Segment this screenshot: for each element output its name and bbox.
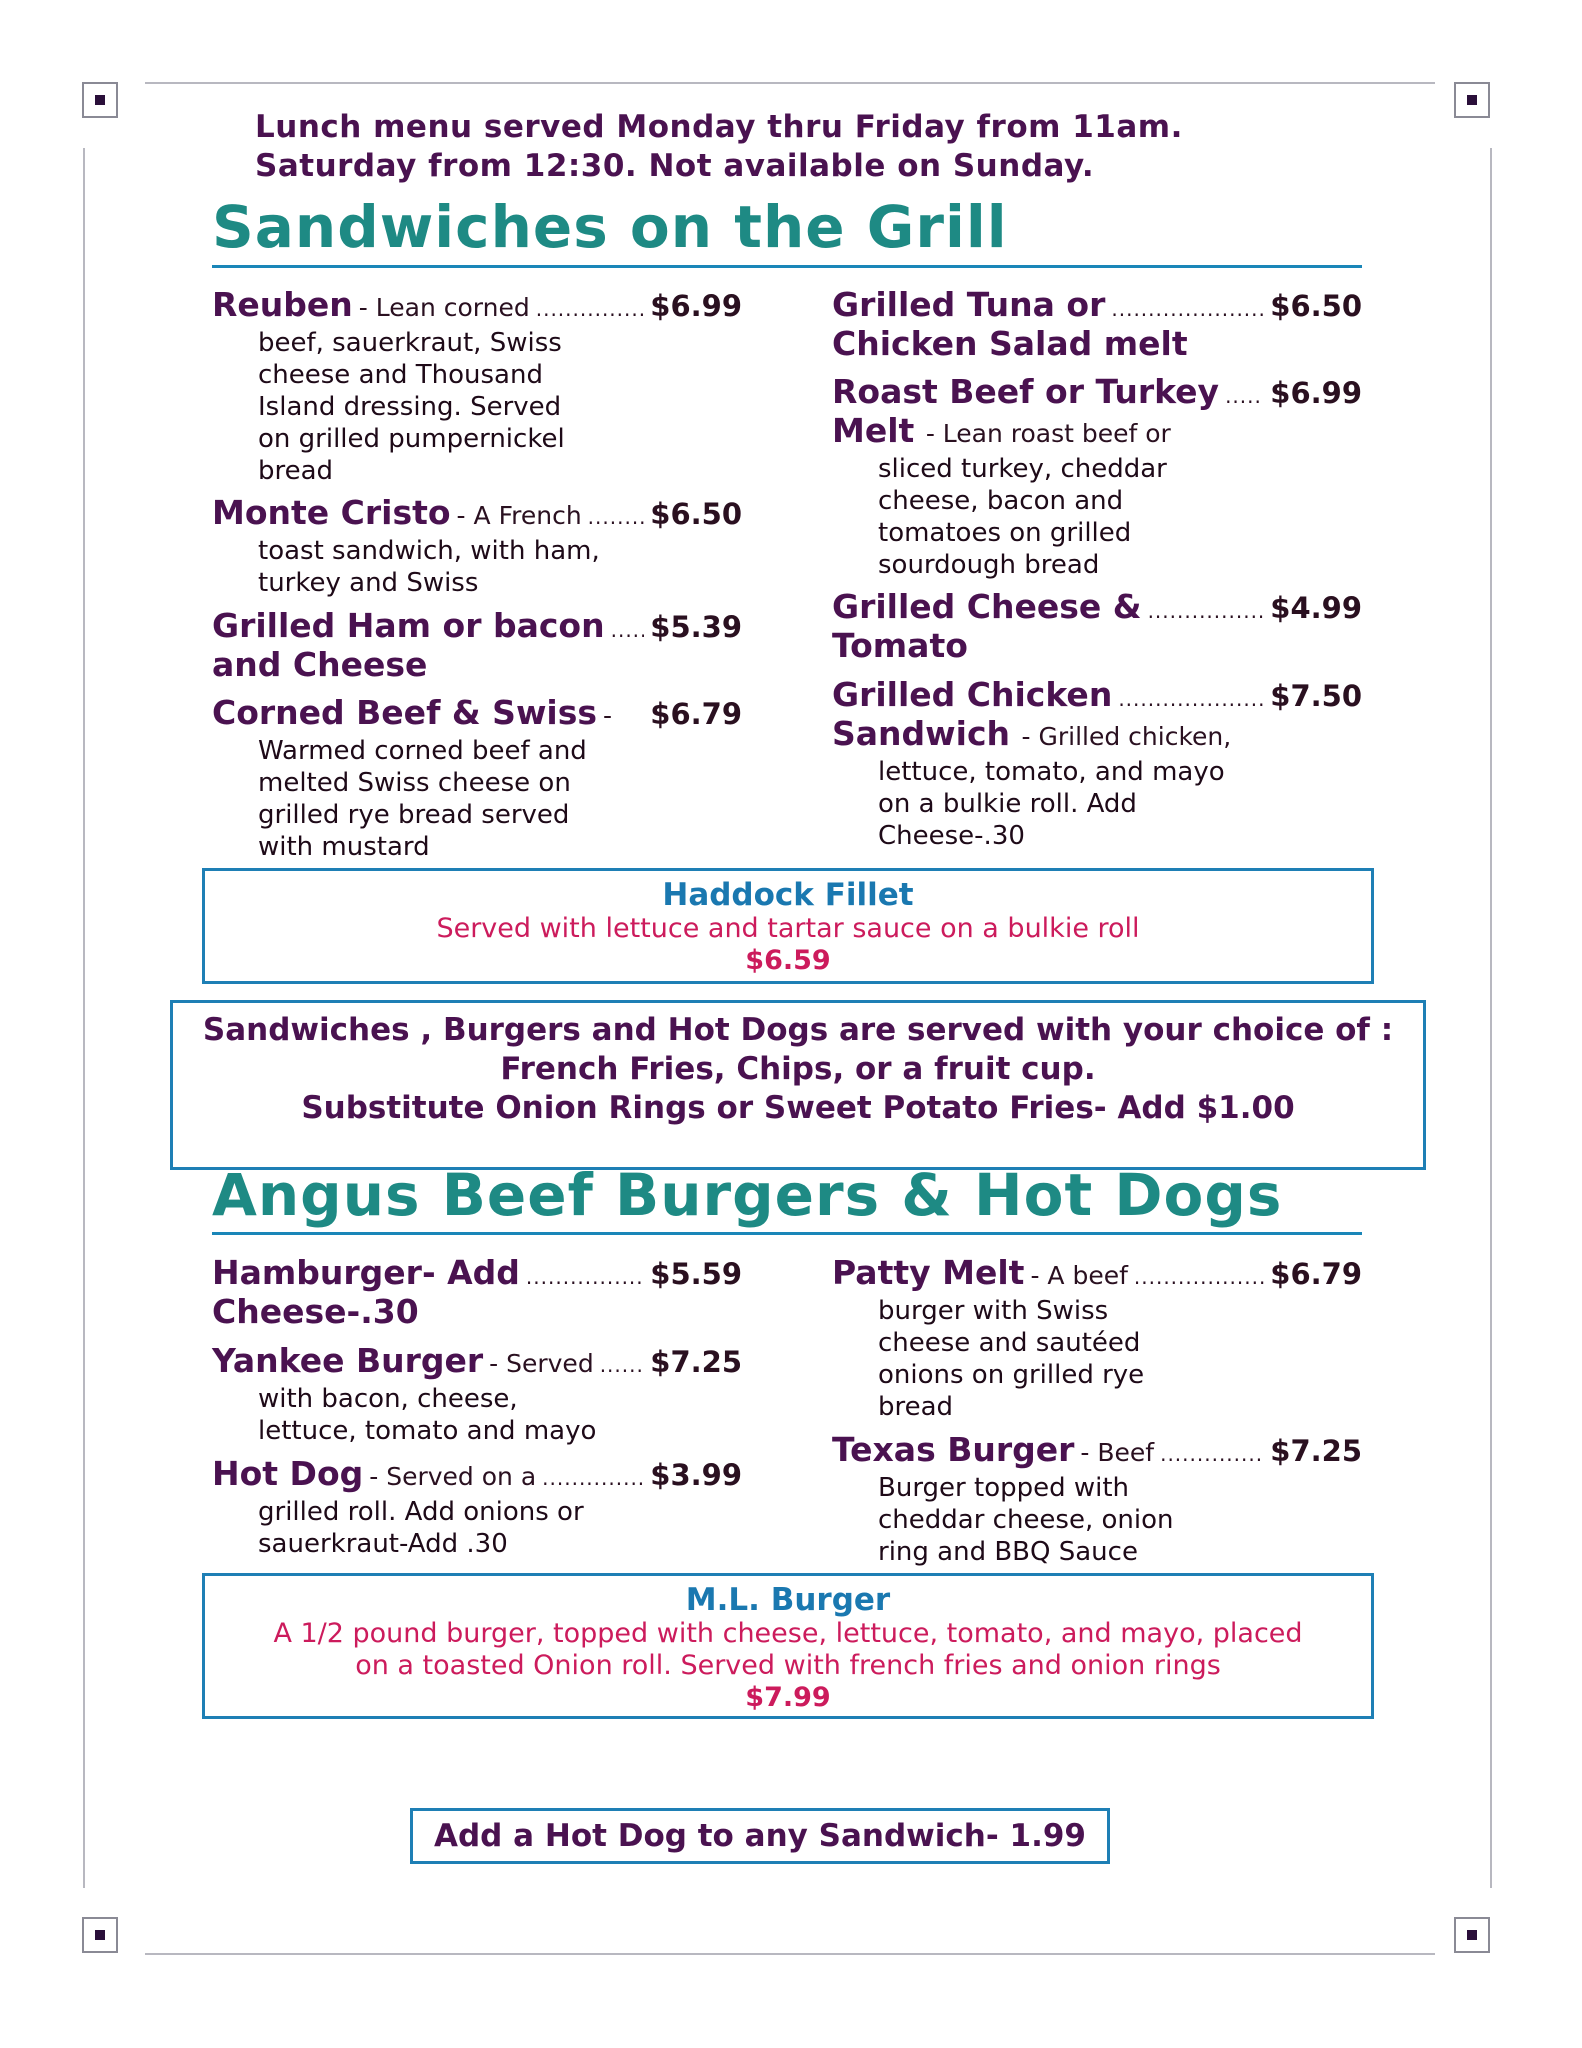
item-price: $6.79: [650, 697, 742, 731]
item-name-continued: Melt: [832, 411, 915, 450]
item-name: Roast Beef or Turkey: [832, 372, 1220, 411]
sides-line-2: French Fries, Chips, or a fruit cup.: [500, 1051, 1096, 1087]
item-subtitle: - Served: [489, 1349, 594, 1378]
item-subtitle: -: [603, 701, 613, 730]
special-price: $7.99: [745, 1682, 831, 1713]
item-subtitle: - A French: [456, 501, 582, 530]
item-description-line: sliced turkey, cheddar: [878, 454, 1167, 484]
menu-item-reuben: [212, 286, 742, 487]
menu-item-grilled-tuna-or-chicken: [832, 286, 1362, 363]
menu-item-patty-melt: [832, 1254, 1362, 1423]
item-subtitle: - Lean roast beef or: [925, 419, 1171, 448]
item-name: Hot Dog: [212, 1454, 364, 1493]
item-description-line: lettuce, tomato, and mayo: [878, 757, 1225, 787]
item-price: $6.50: [1270, 289, 1362, 323]
item-name: Grilled Cheese &: [832, 587, 1142, 626]
item-description-line: beef, sauerkraut, Swiss: [258, 328, 562, 358]
item-subtitle: - Lean corned: [358, 293, 530, 322]
item-description-line: cheddar cheese, onion: [878, 1505, 1174, 1535]
leader-dots: [526, 1265, 644, 1289]
leader-dots: [536, 297, 645, 321]
special-description: Served with lettuce and tartar sauce on a bulkie roll: [436, 913, 1140, 944]
item-name-continued: Sandwich: [832, 714, 1011, 753]
item-name: Grilled Tuna or: [832, 285, 1106, 324]
corner-ornament-bottom-left: [82, 1917, 118, 1953]
item-subtitle: - Served on a: [369, 1462, 537, 1491]
sides-line-3: Substitute Onion Rings or Sweet Potato Fries- Add $1.00: [301, 1090, 1295, 1126]
menu-item-grilled-ham-or-bacon: [212, 607, 742, 684]
item-price: $3.99: [650, 1458, 742, 1492]
item-price: $7.50: [1270, 679, 1362, 713]
item-description-line: on grilled pumpernickel: [258, 424, 565, 454]
item-name: Grilled Chicken: [832, 675, 1113, 714]
item-price: $4.99: [1270, 591, 1362, 625]
menu-item-yankee-burger: [212, 1342, 742, 1447]
item-price: $7.25: [1270, 1434, 1362, 1468]
item-name: Reuben: [212, 285, 353, 324]
item-name: Corned Beef & Swiss: [212, 693, 598, 732]
item-description-line: onions on grilled rye: [878, 1360, 1145, 1390]
sandwiches-section-rule: [212, 265, 1362, 268]
item-description-line: turkey and Swiss: [258, 568, 479, 598]
sides-line-1: Sandwiches , Burgers and Hot Dogs are served with your choice of :: [202, 1012, 1394, 1048]
leader-dots: [542, 1466, 644, 1490]
leader-dots: [1134, 1265, 1264, 1289]
item-name-continued: Tomato: [832, 626, 968, 665]
burgers-section-title: Angus Beef Burgers & Hot Dogs: [212, 1161, 1283, 1229]
leader-dots: [1160, 1442, 1264, 1466]
item-description-line: Warmed corned beef and: [258, 736, 587, 766]
special-description-line-1: A 1/2 pound burger, topped with cheese, lettuce, tomato, and mayo, placed: [273, 1618, 1303, 1649]
ml-burger-special-box: [202, 1573, 1374, 1719]
special-price: $6.59: [745, 945, 831, 976]
menu-item-grilled-chicken-sandwich: [832, 676, 1362, 852]
item-description-line: bread: [878, 1392, 954, 1422]
item-description-line: Burger topped with: [878, 1473, 1130, 1503]
item-description-line: tomatoes on grilled: [878, 518, 1132, 548]
item-name: Hamburger- Add: [212, 1253, 520, 1292]
item-subtitle: - Grilled chicken,: [1021, 722, 1232, 751]
leader-dots: [1148, 599, 1265, 623]
lunch-hours-line-1: Lunch menu served Monday thru Friday from 11am.: [255, 109, 1183, 145]
item-subtitle: - A beef: [1030, 1261, 1128, 1290]
corner-ornament-top-right: [1454, 82, 1490, 118]
corner-ornament-top-left: [82, 82, 118, 118]
sandwiches-section-title: Sandwiches on the Grill: [212, 193, 1008, 261]
hot-dog-addon-box: Add a Hot Dog to any Sandwich- 1.99: [410, 1808, 1110, 1864]
frame-right-rule: [1490, 148, 1492, 1888]
item-description-line: toast sandwich, with ham,: [258, 536, 600, 566]
menu-item-texas-burger: [832, 1431, 1362, 1568]
item-name: Grilled Ham or bacon: [212, 606, 605, 645]
lunch-hours-line-2: Saturday from 12:30. Not available on Sunday.: [255, 148, 1095, 184]
item-description-line: burger with Swiss: [878, 1296, 1109, 1326]
item-description-line: sauerkraut-Add .30: [258, 1529, 508, 1559]
item-price: $6.99: [650, 289, 742, 323]
menu-item-hot-dog: [212, 1455, 742, 1560]
leader-dots: [1118, 687, 1264, 711]
item-name: Texas Burger: [832, 1430, 1075, 1469]
special-description-line-2: on a toasted Onion roll. Served with french fries and onion rings: [355, 1650, 1221, 1681]
item-description-line: melted Swiss cheese on: [258, 768, 571, 798]
frame-top-rule: [145, 82, 1435, 84]
leader-dots: [600, 1353, 645, 1377]
item-description-line: grilled roll. Add onions or: [258, 1497, 584, 1527]
leader-dots: [1111, 297, 1264, 321]
special-title: Haddock Fillet: [662, 877, 914, 913]
item-price: $6.79: [1270, 1257, 1362, 1291]
item-description-line: Cheese-.30: [878, 821, 1025, 851]
item-name-continued: Chicken Salad melt: [832, 324, 1188, 363]
corner-ornament-bottom-right: [1454, 1917, 1490, 1953]
menu-item-roast-beef-or-turkey-melt: [832, 373, 1362, 581]
sides-choice-box: [170, 1000, 1426, 1170]
item-description-line: on a bulkie roll. Add: [878, 789, 1137, 819]
item-name-continued: and Cheese: [212, 645, 428, 684]
item-name: Patty Melt: [832, 1253, 1025, 1292]
item-description-line: Island dressing. Served: [258, 392, 562, 422]
item-subtitle: - Beef: [1080, 1438, 1155, 1467]
item-price: $6.50: [650, 497, 742, 531]
menu-item-grilled-cheese-tomato: [832, 588, 1362, 665]
item-price: $6.99: [1270, 376, 1362, 410]
leader-dots: [611, 618, 645, 642]
haddock-fillet-special-box: [202, 868, 1374, 984]
menu-item-hamburger: [212, 1254, 742, 1331]
item-description-line: cheese, bacon and: [878, 486, 1124, 516]
item-price: $7.25: [650, 1345, 742, 1379]
leader-dots: [588, 505, 645, 529]
item-description-line: lettuce, tomato and mayo: [258, 1416, 597, 1446]
item-name: Yankee Burger: [212, 1341, 484, 1380]
item-description-line: grilled rye bread served: [258, 800, 570, 830]
item-description-line: cheese and Thousand: [258, 360, 543, 390]
item-description-line: cheese and sautéed: [878, 1328, 1141, 1358]
frame-left-rule: [83, 148, 85, 1888]
item-name-continued: Cheese-.30: [212, 1292, 419, 1331]
item-price: $5.39: [650, 610, 742, 644]
item-description-line: with bacon, cheese,: [258, 1384, 518, 1414]
special-title: M.L. Burger: [685, 1582, 891, 1618]
menu-item-corned-beef-swiss: [212, 694, 742, 863]
item-description-line: bread: [258, 456, 334, 486]
item-description-line: ring and BBQ Sauce: [878, 1537, 1138, 1567]
item-price: $5.59: [650, 1257, 742, 1291]
leader-dots: [1225, 384, 1264, 408]
burgers-section-rule: [212, 1232, 1362, 1235]
item-description-line: with mustard: [258, 832, 430, 862]
menu-item-monte-cristo: [212, 494, 742, 599]
item-description-line: sourdough bread: [878, 550, 1100, 580]
lunch-hours-notice: [255, 108, 1255, 186]
frame-bottom-rule: [145, 1953, 1435, 1955]
item-name: Monte Cristo: [212, 493, 451, 532]
